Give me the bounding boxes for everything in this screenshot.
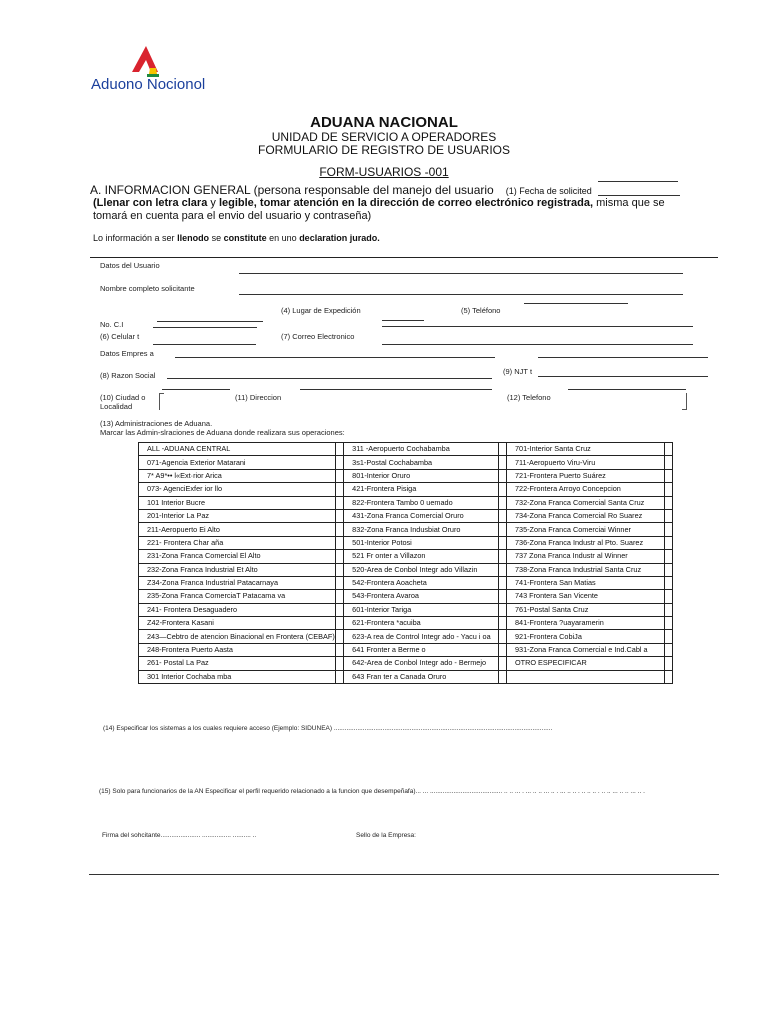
admin-office-cell: 701-Interior Santa Cruz: [506, 443, 664, 456]
admin-office-cell: 641 Fronter a Berme o: [344, 643, 498, 656]
admin-checkbox[interactable]: [335, 590, 343, 603]
admin-office-cell: 732-Zona Franca Comercial Santa Cruz: [506, 496, 664, 509]
lugar-expedicion-label: (4) Lugar de Expedición: [281, 306, 361, 315]
admin-office-cell: 623-A rea de Control Integr ado - Yacu i oa: [344, 630, 498, 643]
admin-checkbox[interactable]: [664, 550, 672, 563]
firma-label: Firma del sohcitante...................... ................ .......... ..: [102, 832, 257, 839]
admin-office-cell: 543-Frontera Avaroa: [344, 590, 498, 603]
lugar-expedicion-field[interactable]: [382, 326, 693, 327]
page-subtitle-unit: UNIDAD DE SERVICIO A OPERADORES: [271, 130, 497, 144]
admin-checkbox[interactable]: [498, 657, 506, 670]
admin-heading: (13) Administraciones de Aduana.: [100, 419, 213, 428]
admin-office-cell: 073- AgenciExfer ior llo: [139, 483, 336, 496]
admin-checkbox[interactable]: [335, 670, 343, 683]
admin-checkbox[interactable]: [335, 469, 343, 482]
admin-checkbox[interactable]: [498, 456, 506, 469]
admin-office-cell: 421-Frontera Pisiga: [344, 483, 498, 496]
admin-checkbox[interactable]: [335, 536, 343, 549]
admin-office-cell: 601-Interior Tariga: [344, 603, 498, 616]
admin-office-cell: 734-Zona Franca Comercial Ro Suarez: [506, 509, 664, 522]
admin-office-cell: Z34-Zona Franca Industrial Patacarnaya: [139, 576, 336, 589]
admin-checkbox[interactable]: [664, 536, 672, 549]
admin-row: [139, 483, 673, 496]
admin-office-cell: 738-Zona Franca Industrial Santa Cruz: [506, 563, 664, 576]
admin-office-cell: Z42-Frontera Kasani: [139, 617, 336, 630]
admin-checkbox[interactable]: [335, 509, 343, 522]
nombre-label: Nombre completo solicitante: [100, 284, 195, 293]
admin-office-cell: 621-Frontera *acuiba: [344, 617, 498, 630]
admin-checkbox[interactable]: [498, 469, 506, 482]
admin-office-cell: 301 Interior Cochaba mba: [139, 670, 336, 683]
admin-checkbox[interactable]: [498, 603, 506, 616]
admin-office-cell: 431-Zona Franca Comercial Oruro: [344, 509, 498, 522]
admin-checkbox[interactable]: [664, 483, 672, 496]
admin-office-cell: 241- Frontera Desaguadero: [139, 603, 336, 616]
admin-checkbox[interactable]: [664, 509, 672, 522]
correo-label: (7) Correo Electronico: [281, 332, 355, 341]
admin-office-cell: 841-Frontera ?uayaramerin: [506, 617, 664, 630]
admin-checkbox[interactable]: [335, 456, 343, 469]
admin-checkbox[interactable]: [335, 443, 343, 456]
admin-row: [139, 603, 673, 616]
admin-checkbox[interactable]: [335, 550, 343, 563]
admin-office-cell: 232-Zona Franca Industrial Et Alto: [139, 563, 336, 576]
admin-office-cell: 520-Area de Conbol Integr ado Villazin: [344, 563, 498, 576]
admin-office-cell: 737 Zona Franca Industr al Winner: [506, 550, 664, 563]
admin-checkbox[interactable]: [498, 496, 506, 509]
localidad-label: Localidad: [100, 402, 133, 411]
admin-row: [139, 563, 673, 576]
ciudad-label: (10) Ciudad o: [100, 393, 146, 402]
section-a-instructions: (Llenar con letra clara y legible, tomar atención en la dirección de correo electrónico registrada, misma que se tomará en cuenta para el envio del usuario y contraseña): [93, 197, 665, 222]
admin-checkbox[interactable]: [498, 590, 506, 603]
nombre-field[interactable]: [239, 294, 683, 295]
admin-checkbox[interactable]: [664, 643, 672, 656]
admin-office-cell: 261- Postal La Paz: [139, 657, 336, 670]
admin-table: [138, 442, 673, 684]
admin-row: [139, 469, 673, 482]
admin-checkbox[interactable]: [335, 603, 343, 616]
admin-office-cell: 231-Zona Franca Comercial El Alto: [139, 550, 336, 563]
admin-office-cell: 7* A9*•• l«Ext·rior Arica: [139, 469, 336, 482]
admin-checkbox[interactable]: [335, 496, 343, 509]
admin-checkbox[interactable]: [335, 630, 343, 643]
date-label: (1) Fecha de solicited: [505, 186, 592, 196]
admin-checkbox[interactable]: [498, 670, 506, 683]
q14-systems: (14) Especificar los sistemas a los cuales requiere acceso (Ejemplo: SIDUNEA) .........................................................................................................................: [103, 725, 553, 732]
admin-checkbox[interactable]: [335, 657, 343, 670]
razon-social-field[interactable]: [167, 378, 492, 379]
admin-office-cell: 735-Zona Franca Comerciai Winner: [506, 523, 664, 536]
admin-checkbox[interactable]: [498, 563, 506, 576]
admin-checkbox[interactable]: [664, 657, 672, 670]
admin-checkbox[interactable]: [335, 576, 343, 589]
admin-row: [139, 590, 673, 603]
sello-label: Sello de la Empresa:: [356, 832, 416, 839]
admin-office-cell: 832-Zona Franca Indusbiat Oruro: [344, 523, 498, 536]
admin-checkbox[interactable]: [335, 483, 343, 496]
admin-row: [139, 576, 673, 589]
admin-office-cell: [506, 670, 664, 683]
aduana-logo: [130, 44, 162, 78]
admin-office-cell: 761-Postal Santa Cruz: [506, 603, 664, 616]
admin-office-cell: 235-Zona Franca ComerciaT Patacama va: [139, 590, 336, 603]
admin-row: [139, 643, 673, 656]
ci-label: No. C.I: [100, 320, 124, 329]
admin-office-cell: 071-Agencia Exterior Matarani: [139, 456, 336, 469]
admin-checkbox[interactable]: [335, 563, 343, 576]
admin-office-cell: 736-Zona Franca Industr al Pto. Suarez: [506, 536, 664, 549]
admin-checkbox[interactable]: [664, 496, 672, 509]
admin-office-cell: 221- Frontera Char aña: [139, 536, 336, 549]
admin-checkbox[interactable]: [664, 443, 672, 456]
admin-office-cell: 642-Area de Conbol Integr ado - Bermejo: [344, 657, 498, 670]
admin-office-cell: 711-Aeropuerto Viru-Viru: [506, 456, 664, 469]
admin-office-cell: 801-Interior Oruro: [344, 469, 498, 482]
admin-row: [139, 617, 673, 630]
admin-row: [139, 550, 673, 563]
logo-yellow-shape: [149, 68, 157, 74]
admin-row: [139, 456, 673, 469]
admin-office-cell: 921-Frontera CobiJa: [506, 630, 664, 643]
admin-checkbox[interactable]: [498, 617, 506, 630]
admin-office-cell: 248-Frontera Puerto Aasta: [139, 643, 336, 656]
admin-office-cell: 721-Frontera Puerto Suárez: [506, 469, 664, 482]
admin-office-cell: 521 Fr onter a Villazon: [344, 550, 498, 563]
celular-field[interactable]: [153, 344, 256, 345]
admin-office-cell: 931-Zona Franca Cornercial e Ind.Cabl a: [506, 643, 664, 656]
admin-row: [139, 523, 673, 536]
admin-row: [139, 509, 673, 522]
telefono-12-label: (12) Telefono: [507, 393, 551, 402]
admin-office-cell: 311 -Aeropuerto Cochabamba: [344, 443, 498, 456]
admin-checkbox[interactable]: [664, 523, 672, 536]
direccion-label: (11) Direccion: [235, 393, 282, 402]
nit-label: (9) NJT t: [503, 367, 533, 376]
admin-checkbox[interactable]: [664, 590, 672, 603]
admin-office-cell: 743 Frontera San Vicente: [506, 590, 664, 603]
admin-checkbox[interactable]: [498, 576, 506, 589]
admin-checkbox[interactable]: [664, 617, 672, 630]
section-a-heading: A. INFORMACION GENERAL (persona responsable del manejo del usuario (1) Fecha de solicited: [90, 183, 592, 197]
admin-office-cell: 201-Interior La Paz: [139, 509, 336, 522]
admin-checkbox[interactable]: [335, 617, 343, 630]
admin-row: [139, 443, 673, 456]
admin-checkbox[interactable]: [498, 536, 506, 549]
admin-row: [139, 657, 673, 670]
admin-checkbox[interactable]: [664, 469, 672, 482]
admin-checkbox[interactable]: [664, 630, 672, 643]
admin-office-cell: 501-Interior Potosi: [344, 536, 498, 549]
admin-checkbox[interactable]: [664, 670, 672, 683]
admin-office-cell: 741-Frontera San Matias: [506, 576, 664, 589]
datos-empresa-label: Datos Empres a: [100, 349, 154, 358]
admin-checkbox[interactable]: [664, 576, 672, 589]
admin-checkbox[interactable]: [498, 509, 506, 522]
admin-office-cell: 211-Aeropuerto Ei Alto: [139, 523, 336, 536]
admin-checkbox[interactable]: [335, 523, 343, 536]
admin-checkbox[interactable]: [498, 643, 506, 656]
admin-office-cell: ALL -ADUANA CENTRAL: [139, 443, 336, 456]
admin-office-cell: 722-Frontera Arroyo Concepcion: [506, 483, 664, 496]
ci-field[interactable]: [153, 327, 257, 328]
admin-office-cell: 822-Frontera Tambo 0 uemado: [344, 496, 498, 509]
admin-checkbox[interactable]: [664, 563, 672, 576]
nit-field[interactable]: [538, 376, 708, 377]
admin-checkbox[interactable]: [498, 443, 506, 456]
admin-checkbox[interactable]: [498, 523, 506, 536]
admin-office-cell: 243—Cebtro de atencion Binacional en Frontera (CEBAF): [139, 630, 336, 643]
admin-office-cell: 101 Interior Bucre: [139, 496, 336, 509]
admin-row: [139, 670, 673, 683]
page-subtitle-form: FORMULARIO DE REGISTRO DE USUARIOS: [257, 143, 511, 157]
admin-checkbox[interactable]: [335, 643, 343, 656]
razon-social-label: (8) Razon Social: [100, 371, 156, 380]
datos-usuario-label: Datos del Usuario: [100, 261, 160, 270]
brand-name: Aduono Nocionol: [91, 76, 206, 93]
admin-checkbox[interactable]: [498, 630, 506, 643]
admin-checkbox[interactable]: [498, 483, 506, 496]
admin-row: [139, 630, 673, 643]
admin-office-cell: OTRO ESPECIFICAR: [506, 657, 664, 670]
telefono-5-label: (5) Teléfono: [461, 306, 501, 315]
admin-office-cell: 542-Frontera Aoacheta: [344, 576, 498, 589]
admin-row: [139, 536, 673, 549]
form-code: FORM-USUARIOS -001: [319, 165, 449, 179]
admin-row: [139, 496, 673, 509]
admin-checkbox[interactable]: [498, 550, 506, 563]
admin-checkbox[interactable]: [664, 603, 672, 616]
admin-subheading: Marcar las Admin-slraciones de Aduana donde realizara sus operaciones:: [100, 428, 345, 437]
admin-office-cell: 643 Fran ter a Canada Oruro: [344, 670, 498, 683]
legal-notice: Lo información a ser llenodo se constitute en uno declaration jurado.: [93, 233, 380, 243]
correo-field[interactable]: [382, 344, 693, 345]
page-title: ADUANA NACIONAL: [310, 114, 458, 131]
celular-label: (6) Celular t: [100, 332, 140, 341]
admin-checkbox[interactable]: [664, 456, 672, 469]
admin-office-cell: 3s1-Postal Cochabamba: [344, 456, 498, 469]
q15-profile: (15) Solo para funcionarios de la AN Especificar el perfil requerido relacionado a la funcion que desempeñafa)... ... ........................................ .. .. ... . ... .. .. ... .. . ... .. .. . .. .. .. . .. .. ... .. .. ... .. .: [99, 788, 645, 795]
